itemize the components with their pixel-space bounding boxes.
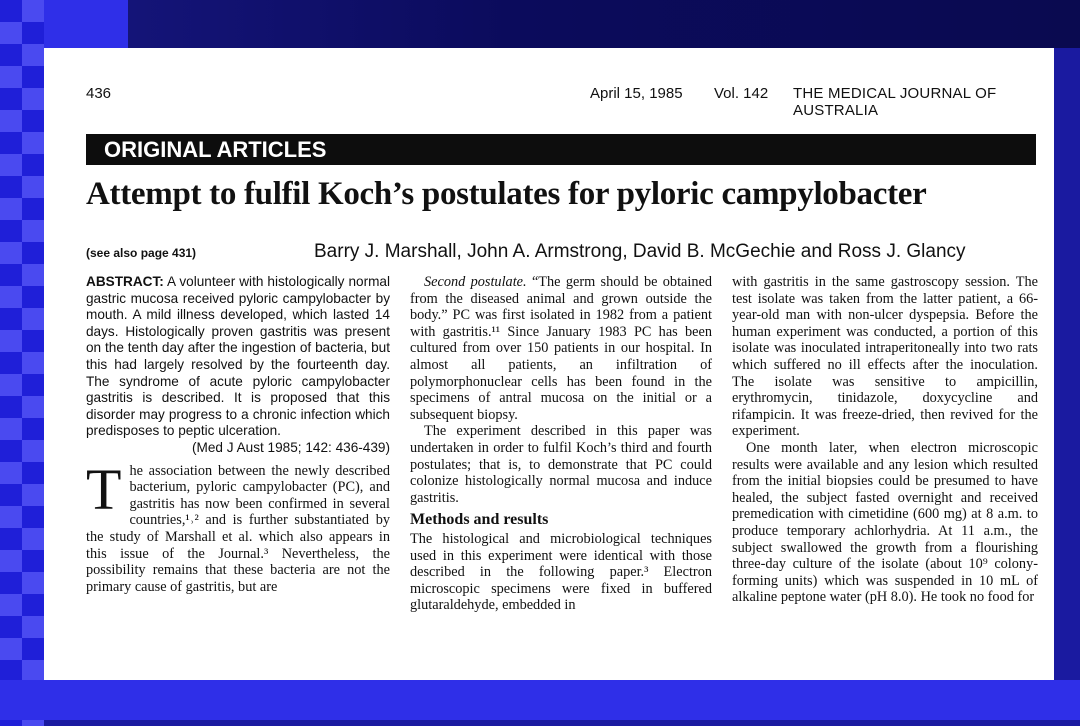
checker-cell — [0, 198, 22, 220]
checker-cell — [22, 396, 44, 418]
checker-cell — [22, 198, 44, 220]
slide-background-bottom — [0, 680, 1080, 720]
checker-cell — [22, 506, 44, 528]
column-1 — [86, 274, 390, 680]
checker-cell — [22, 176, 44, 198]
checker-cell — [0, 528, 22, 550]
experiment-paragraph: The experiment described in this paper was undertaken in order to fulfil Koch’s third and fourth postulates; that is, to demonstrate that PC could colonize histologically normal mucosa and induce gastritis. — [410, 423, 712, 506]
methods-paragraph: The histological and microbiological techniques used in this experiment were identical with those described in the following paper.³ Electron microscopic specimens were fixed in buffered glutaraldehyde, embedded in — [410, 530, 712, 614]
checker-cell — [0, 396, 22, 418]
checker-cell — [0, 638, 22, 660]
checker-cell — [22, 242, 44, 264]
checker-cell — [22, 638, 44, 660]
checker-cell — [22, 374, 44, 396]
checker-cell — [0, 220, 22, 242]
checker-cell — [22, 44, 44, 66]
checker-cell — [0, 506, 22, 528]
checker-cell — [22, 154, 44, 176]
checker-cell — [0, 242, 22, 264]
checker-cell — [22, 110, 44, 132]
section-banner-label: ORIGINAL ARTICLES — [104, 137, 327, 162]
slide-background-top — [128, 0, 1080, 48]
author-list: Barry J. Marshall, John A. Armstrong, David B. McGechie and Ross J. Glancy — [314, 241, 966, 262]
checker-cell — [0, 264, 22, 286]
journal-name: THE MEDICAL JOURNAL OF AUSTRALIA — [793, 85, 997, 119]
issue-date: April 15, 1985 — [590, 85, 683, 102]
checker-cell — [22, 462, 44, 484]
checker-cell — [0, 22, 22, 44]
checker-cell — [0, 550, 22, 572]
checker-cell — [22, 594, 44, 616]
checker-cell — [22, 484, 44, 506]
abstract-label: ABSTRACT: — [86, 274, 164, 289]
checker-cell — [22, 550, 44, 572]
intro-paragraph — [86, 456, 390, 596]
postulate-paragraph — [410, 274, 712, 423]
drop-cap: T — [86, 456, 122, 522]
checker-cell — [0, 44, 22, 66]
checker-cell — [0, 594, 22, 616]
checker-cell — [22, 22, 44, 44]
checker-cell — [22, 352, 44, 374]
procedure-paragraph: One month later, when electron microscopic results were available and any lesion which resulted from the initial biopsies could be presumed to have healed, the subject fasted overnight and received premedication with cimetidine (600 mg) at 8 a.m. to produce temporary achlorhydria. At 11 a.m., the subject swallowed the growth from a flourishing three-day culture of the isolate (about 10⁹ colony-forming units) which was suspended in 10 mL of alkaline peptone water (pH 8.0). He took no food for — [732, 439, 1038, 606]
checker-cell — [0, 616, 22, 638]
checker-cell — [0, 110, 22, 132]
checker-cell — [22, 286, 44, 308]
abstract-text: A volunteer with histologically normal gastric mucosa received pyloric campylobacter by mouth. A mild illness developed, which lasted 14 days. Histologically proven gastritis was present on the tenth day after the ingestion of bacteria, but this had largely resolved by the fourteenth day. The syndrome of acute pyloric campylobacter gastritis is described. It is proposed that this disorder may progress to a chronic infection which predisposes to peptic ulceration. — [86, 274, 390, 439]
checker-cell — [0, 286, 22, 308]
checker-cell — [0, 462, 22, 484]
checker-cell — [0, 418, 22, 440]
section-banner — [86, 134, 1036, 165]
checker-cell — [22, 572, 44, 594]
checker-cell — [22, 66, 44, 88]
checker-cell — [0, 484, 22, 506]
checker-cell — [22, 418, 44, 440]
checker-cell — [0, 0, 22, 22]
checker-cell — [0, 330, 22, 352]
checker-cell — [22, 0, 44, 22]
citation: (Med J Aust 1985; 142: 436-439) — [192, 439, 390, 455]
article-scan — [44, 48, 1054, 680]
checker-cell — [0, 308, 22, 330]
intro-text: he association between the newly described bacterium, pyloric campylobacter (PC), and gastritis has now been confirmed in several countries,¹˒² and is further substantiated by the study of Marshall et al. which also appears in this issue of the Journal.³ Nevertheless, the possibility remains that these bacteria are not the primary cause of gastritis, but are — [86, 462, 390, 595]
checker-cell — [0, 132, 22, 154]
checker-cell — [22, 132, 44, 154]
checker-cell — [22, 330, 44, 352]
running-header — [86, 85, 1036, 119]
checker-cell — [0, 660, 22, 682]
volume-number: Vol. 142 — [714, 85, 769, 102]
checker-cell — [0, 572, 22, 594]
see-also-note: (see also page 431) — [86, 246, 197, 260]
checker-cell — [0, 88, 22, 110]
postulate-label: Second postulate. — [424, 274, 527, 290]
checker-cell — [22, 528, 44, 550]
checker-cell — [22, 440, 44, 462]
checker-cell — [0, 66, 22, 88]
checker-cell — [0, 440, 22, 462]
isolate-paragraph: with gastritis in the same gastroscopy session. The test isolate was taken from the latter patient, a 66-year-old man with non-ulcer dyspepsia. Before the human experiment was conducted, a portion of this isolate was inoculated intraperitoneally into two rats which suffered no ill effects after the inoculation. The isolate was sensitive to ampicillin, erythromycin, tinidazole, doxycycline and rifampicin. It was freeze-dried, then revived for the experiment. — [732, 274, 1038, 440]
column-3 — [732, 274, 1038, 680]
checker-cell — [22, 616, 44, 638]
checker-pattern — [0, 0, 44, 720]
checker-cell — [22, 660, 44, 682]
article-title: Attempt to fulfil Koch’s postulates for pyloric campylobacter — [86, 176, 927, 212]
checker-cell — [0, 352, 22, 374]
checker-cell — [22, 220, 44, 242]
checker-cell — [22, 264, 44, 286]
checker-cell — [0, 374, 22, 396]
postulate-text: “The germ should be obtained from the diseased animal and grown outside the body.” PC was first isolated in 1982 from a patient with gastritis.¹¹ Since January 1983 PC has been cultured from over 150 patients in our hospital. In almost all patients, an infiltration of polymorphonuclear cells has been found in the specimens of antral mucosa on the initial or a subsequent biopsy. — [410, 274, 712, 423]
page-number: 436 — [86, 85, 112, 102]
checker-cell — [0, 176, 22, 198]
checker-cell — [22, 308, 44, 330]
section-heading: Methods and results — [410, 511, 549, 529]
checker-cell — [22, 88, 44, 110]
checker-cell — [0, 154, 22, 176]
column-2 — [410, 274, 712, 680]
abstract — [86, 274, 390, 440]
